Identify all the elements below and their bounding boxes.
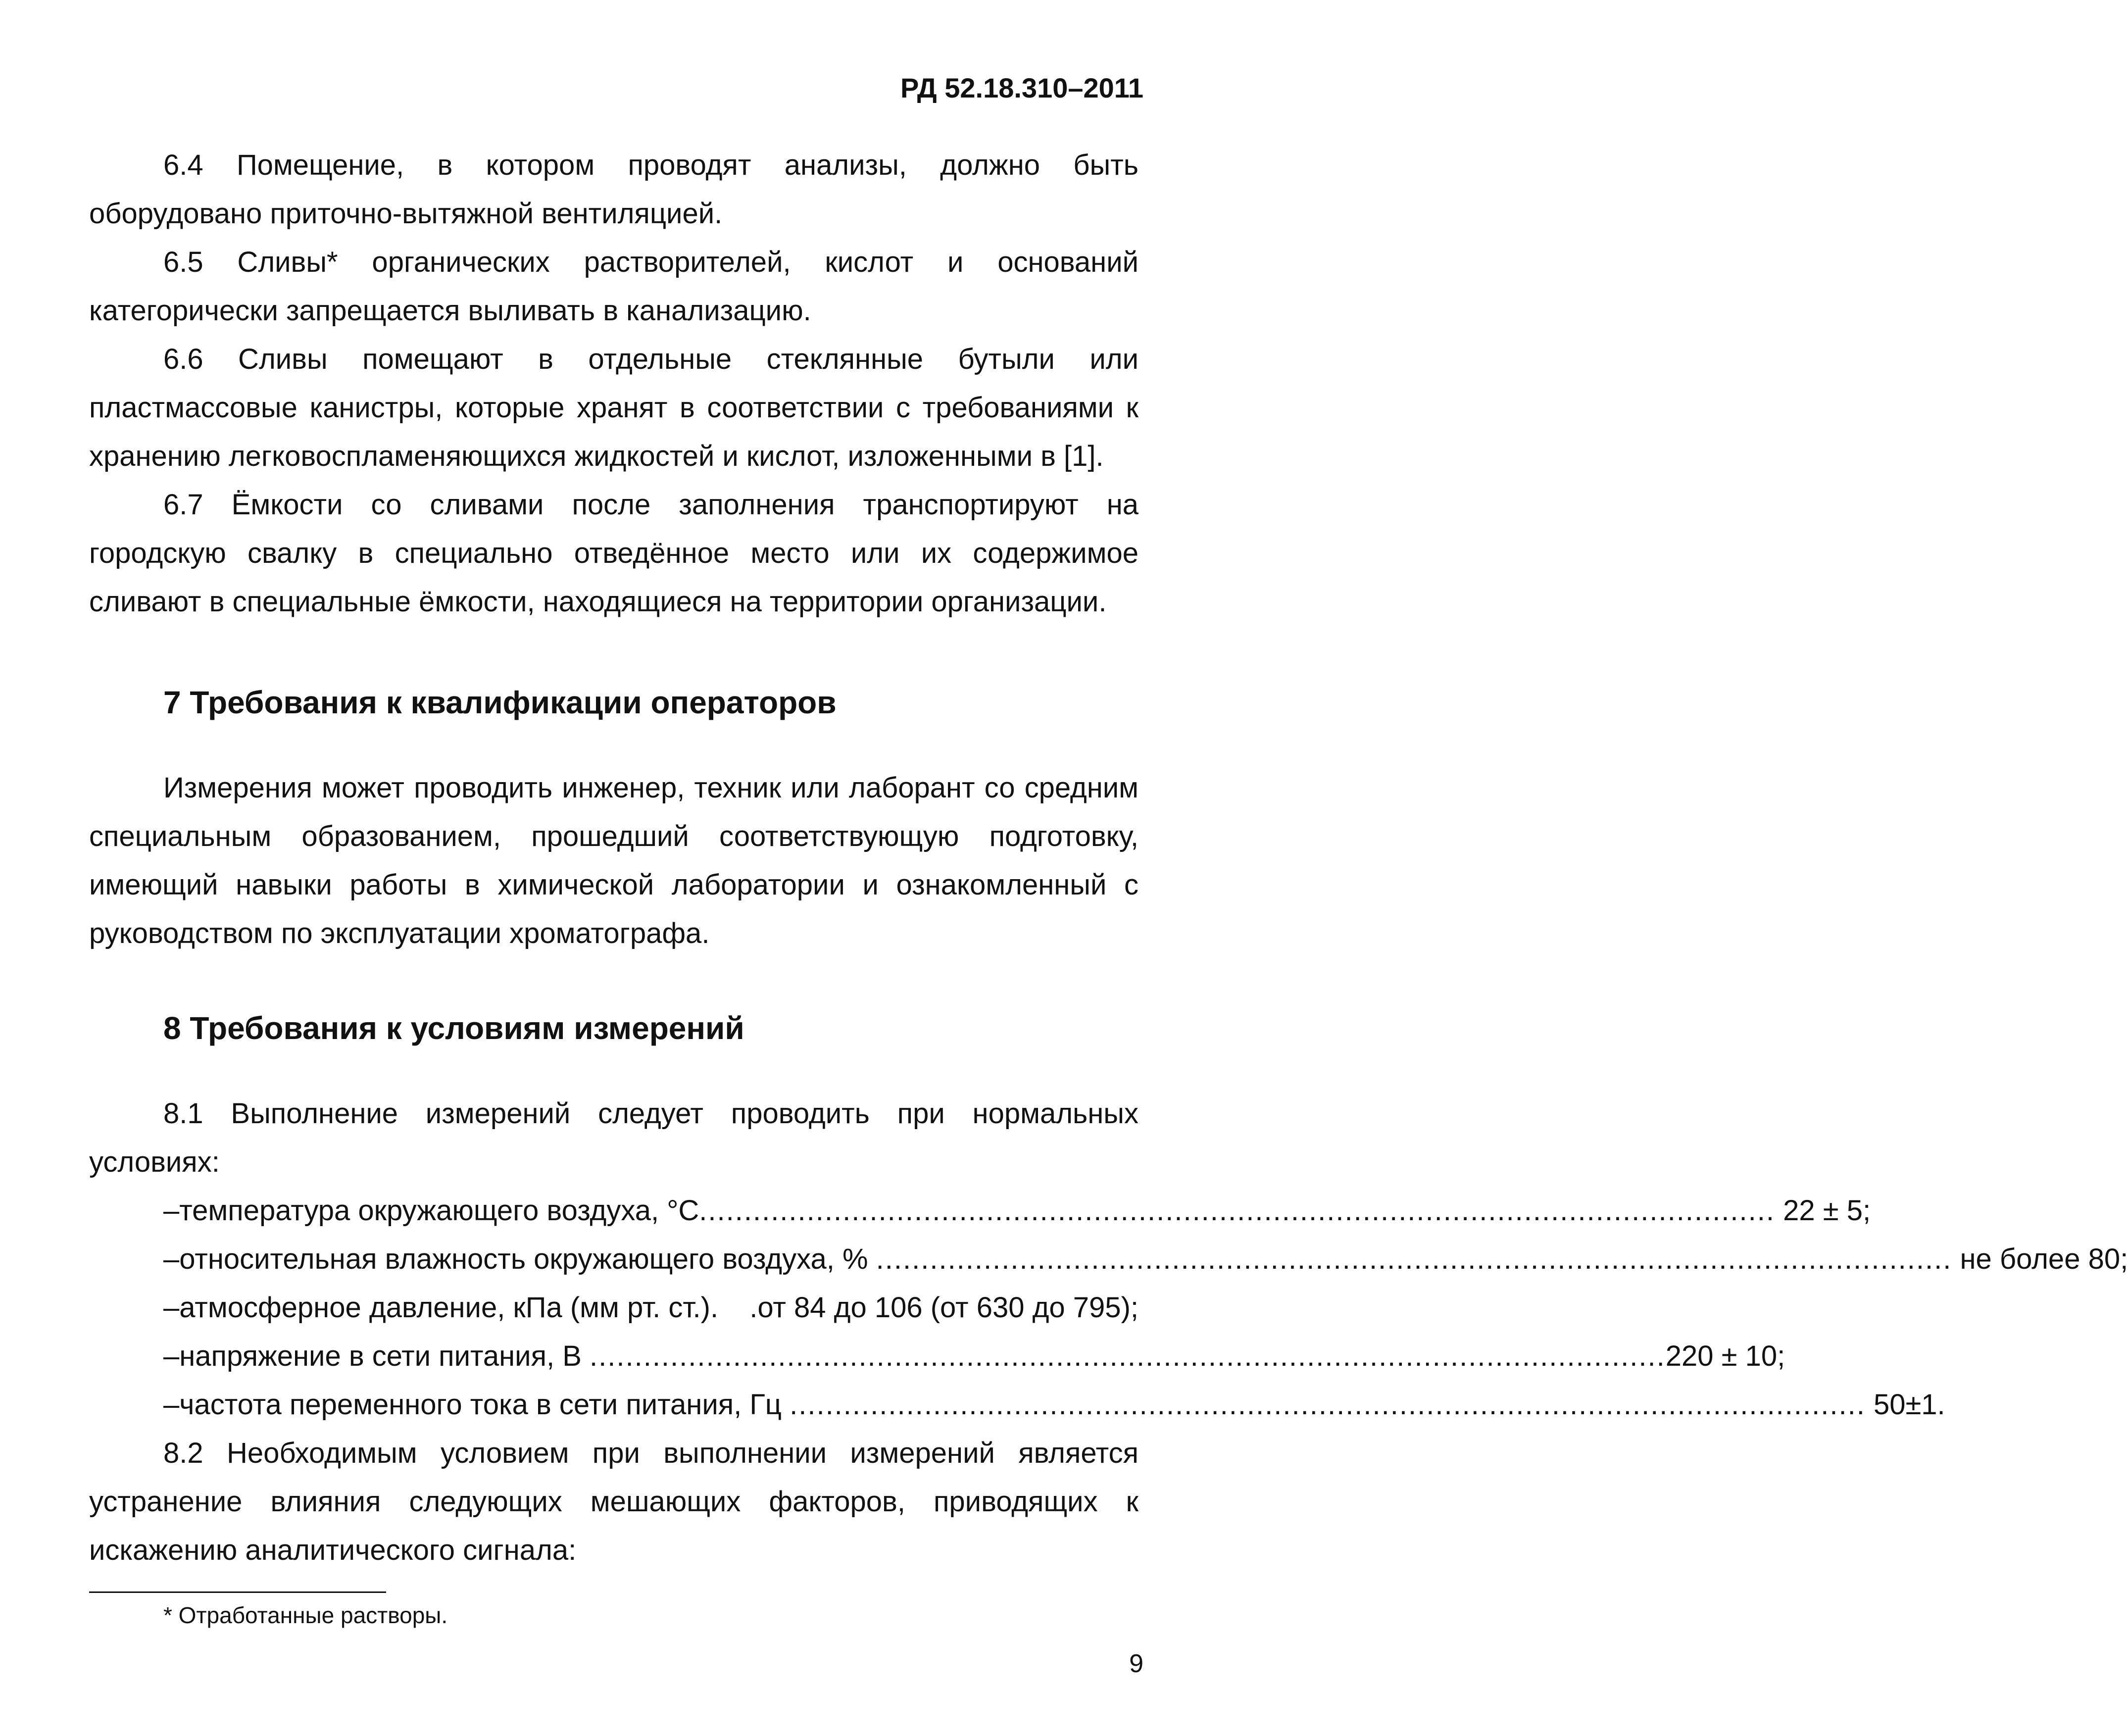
conditions-list [89,1187,2128,1429]
condition-label: напряжение в сети питания, В [179,1340,590,1372]
document-code: РД 52.18.310–2011 [900,72,1143,103]
dot-leader: ........................................................................................................................ [790,1389,1866,1421]
condition-label: атмосферное давление, кПа (мм рт. ст.). [179,1291,719,1324]
paragraph-6-7: 6.7 Ёмкости со сливами после заполнения транспортируют на городскую свалку в специально отведённое место или их содержимое сливают в специальные ёмкости, находящиеся на территории организации. [89,489,1138,618]
page-number: 9 [1129,1649,1143,1678]
page-body [89,141,2128,1575]
paragraph-6-6: 6.6 Сливы помещают в отдельные стеклянные бутыли или пластмассовые канистры, которые хранят в соответствии с требованиями к хранению легковоспламеняющихся жидкостей и кислот, изложенными в [1]. [89,343,1138,472]
footnote-divider [89,1591,386,1593]
section-8-heading: 8 Требования к условиям измерений [163,1010,744,1046]
condition-label: температура окружающего воздуха, °С [179,1194,699,1227]
footnote: * Отработанные растворы. [163,1602,448,1628]
condition-value: 22 ± 5; [1775,1194,1871,1227]
paragraph-7-1: Измерения может проводить инженер, техник или лаборант со средним специальным образованием, прошедший соответствующую подготовку, имеющий навыки работы в химической лаборатории и ознакомленный с руководством по эксплуатации хроматографа. [89,772,1138,949]
list-item [89,1332,1785,1381]
condition-value: .от 84 до 106 (от 630 до 795); [749,1291,1138,1324]
list-dash: – [163,1291,180,1324]
list-dash: – [163,1389,180,1421]
dot-leader: ........................................................................................................................ [876,1243,1952,1275]
dot-leader: ........................................................................................................................ [699,1194,1775,1227]
list-item [89,1284,1138,1332]
list-dash: – [163,1194,180,1227]
paragraph-6-5: 6.5 Сливы* органических растворителей, кислот и оснований категорически запрещается выливать в канализацию. [89,246,1138,327]
condition-value: 50±1. [1865,1389,1945,1421]
list-dash: – [163,1243,180,1275]
dot-leader: ........................................................................................................................ [590,1340,1666,1372]
paragraph-8-1: 8.1 Выполнение измерений следует проводить при нормальных условиях: [89,1097,1138,1178]
condition-label: относительная влажность окружающего воздуха, % [179,1243,876,1275]
condition-value: 220 ± 10; [1665,1340,1785,1372]
paragraph-6-4: 6.4 Помещение, в котором проводят анализы, должно быть оборудовано приточно-вытяжной вентиляцией. [89,149,1138,230]
condition-value: не более 80; [1952,1243,2128,1275]
section-7-heading: 7 Требования к квалификации операторов [163,685,837,720]
condition-label: частота переменного тока в сети питания, Гц [179,1389,790,1421]
list-item [89,1381,1945,1429]
list-dash: – [163,1340,180,1372]
paragraph-8-2: 8.2 Необходимым условием при выполнении измерений является устранение влияния следующих мешающих факторов, приводящих к искажению аналитического сигнала: [89,1437,1138,1566]
list-item [89,1235,2128,1284]
list-item [89,1187,1871,1235]
